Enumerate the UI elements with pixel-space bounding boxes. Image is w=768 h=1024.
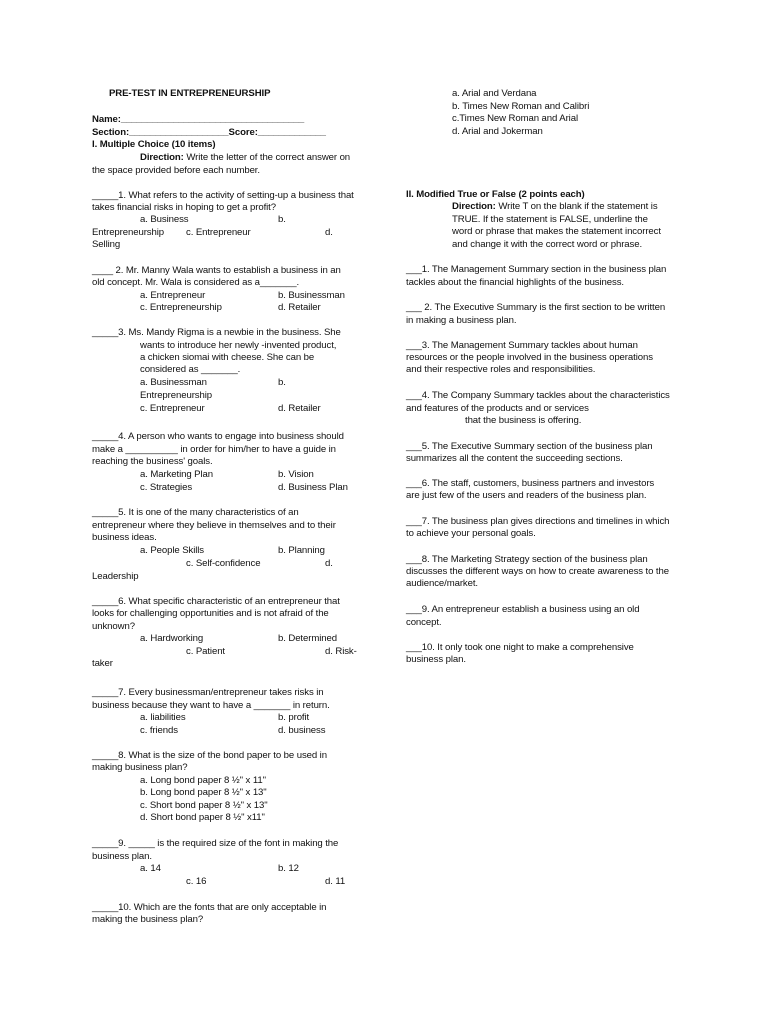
- part2-direction: [452, 201, 658, 213]
- q4-option-c: c. Strategies: [140, 482, 193, 493]
- q9-option-d: d. 11: [325, 876, 346, 887]
- q8-line1: _____8. What is the size of the bond paper to be used in: [92, 750, 327, 761]
- q7-line2: business because they want to have a _______ in return.: [92, 700, 330, 711]
- score-label: Score:: [228, 127, 258, 138]
- q9-option-c: c. 16: [186, 876, 207, 887]
- q8-option-b: b. Long bond paper 8 ½" x 13": [140, 787, 267, 798]
- q4-option-b: b. Vision: [278, 469, 314, 480]
- q8-line2: making business plan?: [92, 762, 188, 773]
- q5-option-a: a. People Skills: [140, 545, 204, 556]
- q6-line3: unknown?: [92, 621, 135, 632]
- q1-option-c: c. Entrepreneur: [186, 227, 251, 238]
- q3-option-b: b.: [278, 377, 286, 388]
- q5-option-d: d.: [325, 558, 333, 569]
- q6-line1: _____6. What specific characteristic of an entrepreneur that: [92, 596, 340, 607]
- q9-option-a: a. 14: [140, 863, 161, 874]
- q3-line2: wants to introduce her newly -invented product,: [140, 340, 337, 351]
- q5-option-c: c. Self-confidence: [186, 558, 261, 569]
- part1-direction-text: Write the letter of the correct answer on: [183, 152, 351, 163]
- tf3-line3: and their respective roles and responsibilities.: [406, 364, 596, 375]
- q7-option-b: b. profit: [278, 712, 310, 723]
- q1-option-b-text: Entrepreneurship: [92, 227, 164, 238]
- q1-option-a: a. Business: [140, 214, 189, 225]
- tf8-line1: ___8. The Marketing Strategy section of the business plan: [406, 554, 648, 565]
- q6-line2: looks for challenging opportunities and is not afraid of the: [92, 608, 329, 619]
- part1-direction-label: Direction:: [140, 152, 184, 163]
- tf8-line2: discusses the different ways on how to create awareness to the: [406, 566, 669, 577]
- q7-line1: _____7. Every businessman/entrepreneur takes risks in: [92, 687, 324, 698]
- part2-direction-label: Direction:: [452, 201, 496, 212]
- q7-option-d: d. business: [278, 725, 326, 736]
- q7-option-c: c. friends: [140, 725, 178, 736]
- q10-option-d: d. Arial and Jokerman: [452, 126, 543, 137]
- section-score-line: [92, 127, 326, 139]
- q10-option-b: b. Times New Roman and Calibri: [452, 101, 590, 112]
- q2-option-b: b. Businessman: [278, 290, 345, 301]
- tf9-line1: ___9. An entrepreneur establish a business using an old: [406, 604, 640, 615]
- q8-option-c: c. Short bond paper 8 ½" x 13": [140, 800, 268, 811]
- q2-option-a: a. Entrepreneur: [140, 290, 206, 301]
- q1-option-d: d.: [325, 227, 333, 238]
- q3-option-a: a. Businessman: [140, 377, 207, 388]
- tf5-line1: ___5. The Executive Summary section of the business plan: [406, 441, 653, 452]
- q6-option-a: a. Hardworking: [140, 633, 204, 644]
- q5-line1: _____5. It is one of the many characteristics of an: [92, 507, 299, 518]
- part1-direction: [140, 152, 350, 164]
- q5-option-d-text: Leadership: [92, 571, 139, 582]
- section-label: Section:: [92, 127, 130, 138]
- tf2-line2: in making a business plan.: [406, 315, 517, 326]
- q4-option-a: a. Marketing Plan: [140, 469, 213, 480]
- q2-option-d: d. Retailer: [278, 302, 321, 313]
- q5-line3: business ideas.: [92, 532, 157, 543]
- part2-direction-text: Write T on the blank if the statement is: [495, 201, 658, 212]
- part2-direction-line4: and change it with the correct word or phrase.: [452, 239, 643, 250]
- part2-direction-line2: TRUE. If the statement is FALSE, underline the: [452, 214, 648, 225]
- tf10-line1: ___10. It only took one night to make a comprehensive: [406, 642, 634, 653]
- q4-line1: _____4. A person who wants to engage into business should: [92, 431, 344, 442]
- q2-line1: ____ 2. Mr. Manny Wala wants to establish a business in an: [92, 265, 341, 276]
- q4-line3: reaching the business' goals.: [92, 456, 213, 467]
- q2-option-c: c. Entrepreneurship: [140, 302, 222, 313]
- q1-line2: takes financial risks in hoping to get a profit?: [92, 202, 276, 213]
- tf4-line2: and features of the products and or services: [406, 403, 589, 414]
- part2-heading: II. Modified True or False (2 points each): [406, 189, 585, 200]
- q1-option-b: b.: [278, 214, 286, 225]
- q5-option-b: b. Planning: [278, 545, 325, 556]
- tf10-line2: business plan.: [406, 654, 466, 665]
- part1-heading: I. Multiple Choice (10 items): [92, 139, 216, 150]
- tf1-line1: ___1. The Management Summary section in the business plan: [406, 264, 667, 275]
- q7-option-a: a. liabilities: [140, 712, 186, 723]
- tf2-line1: ___ 2. The Executive Summary is the first section to be written: [406, 302, 666, 313]
- q4-line2: make a __________ in order for him/her to have a guide in: [92, 444, 336, 455]
- section-blank: ___________________: [129, 127, 229, 138]
- q3-option-b-text: Entrepreneurship: [140, 390, 212, 401]
- name-label: Name:: [92, 114, 121, 125]
- q10-line1: _____10. Which are the fonts that are only acceptable in: [92, 902, 327, 913]
- q9-line2: business plan.: [92, 851, 152, 862]
- tf4-line3: that the business is offering.: [465, 415, 582, 426]
- name-blank: ___________________________________: [120, 114, 305, 125]
- q3-line4: considered as _______.: [140, 364, 241, 375]
- tf4-line1: ___4. The Company Summary tackles about the characteristics: [406, 390, 670, 401]
- tf5-line2: summarizes all the content the succeeding sections.: [406, 453, 623, 464]
- q9-line1: _____9. _____ is the required size of the font in making the: [92, 838, 339, 849]
- name-line: [92, 114, 304, 126]
- q8-option-d: d. Short bond paper 8 ½" x11": [140, 812, 265, 823]
- q6-option-c: c. Patient: [186, 646, 225, 657]
- q10-option-c: c.Times New Roman and Arial: [452, 113, 578, 124]
- q3-option-c: c. Entrepreneur: [140, 403, 205, 414]
- part1-direction-line2: the space provided before each number.: [92, 165, 260, 176]
- q10-line2: making the business plan?: [92, 914, 204, 925]
- q3-option-d: d. Retailer: [278, 403, 321, 414]
- tf6-line1: ___6. The staff, customers, business partners and investors: [406, 478, 655, 489]
- score-blank: _____________: [257, 127, 326, 138]
- q10-option-a: a. Arial and Verdana: [452, 88, 537, 99]
- q8-option-a: a. Long bond paper 8 ½" x 11": [140, 775, 266, 786]
- tf6-line2: are just few of the users and readers of the business plan.: [406, 490, 647, 501]
- tf3-line2: resources or the people involved in the business operations: [406, 352, 653, 363]
- part2-direction-line3: word or phrase that makes the statement incorrect: [452, 226, 661, 237]
- q3-line1: _____3. Ms. Mandy Rigma is a newbie in the business. She: [92, 327, 341, 338]
- q1-line1: _____1. What refers to the activity of setting-up a business that: [92, 190, 354, 201]
- q6-option-b: b. Determined: [278, 633, 337, 644]
- q9-option-b: b. 12: [278, 863, 299, 874]
- q2-line2: old concept. Mr. Wala is considered as a_______.: [92, 277, 300, 288]
- document-title: PRE-TEST IN ENTREPRENEURSHIP: [109, 88, 271, 99]
- q3-line3: a chicken siomai with cheese. She can be: [140, 352, 315, 363]
- q4-option-d: d. Business Plan: [278, 482, 348, 493]
- q6-option-d-text: taker: [92, 658, 113, 669]
- tf8-line3: audience/market.: [406, 578, 478, 589]
- tf9-line2: concept.: [406, 617, 442, 628]
- tf7-line2: to achieve your personal goals.: [406, 528, 536, 539]
- tf3-line1: ___3. The Management Summary tackles about human: [406, 340, 638, 351]
- q6-option-d: d. Risk-: [325, 646, 357, 657]
- tf7-line1: ___7. The business plan gives directions and timelines in which: [406, 516, 670, 527]
- q5-line2: entrepreneur where they believe in themselves and to their: [92, 520, 336, 531]
- q1-option-d-text: Selling: [92, 239, 121, 250]
- tf1-line2: tackles about the financial highlights of the business.: [406, 277, 624, 288]
